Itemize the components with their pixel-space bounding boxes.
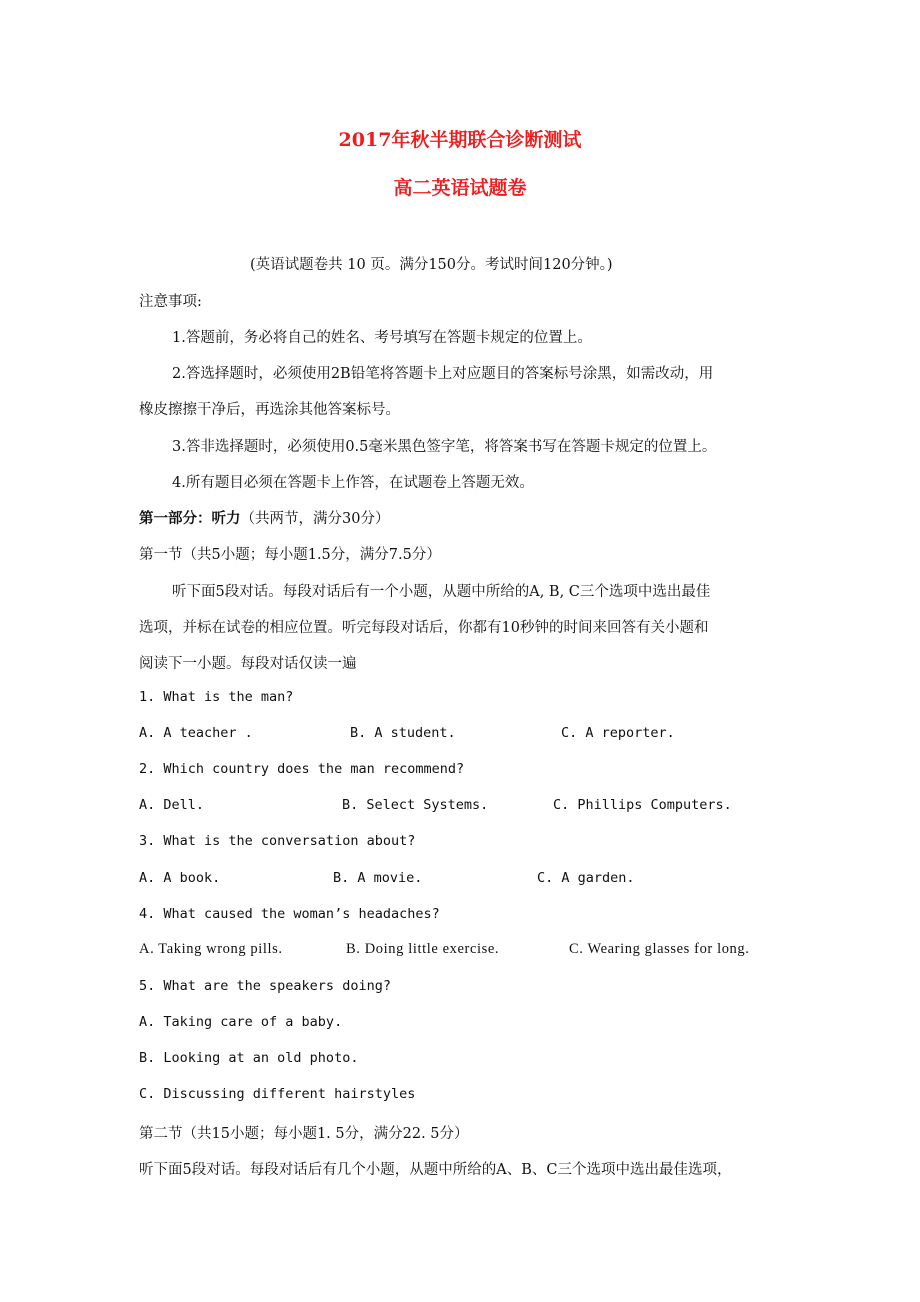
question-5: 5. What are the speakers doing? xyxy=(139,978,391,994)
part1-heading-bold: 第一部分：听力 xyxy=(139,510,241,527)
question-4: 4. What caused the woman’s headaches? xyxy=(139,906,440,922)
question-2-option-c: C. Phillips Computers. xyxy=(553,797,732,813)
notice-item-2-cont: 橡皮擦擦干净后，再选涂其他答案标号。 xyxy=(139,402,400,418)
part1-heading-rest: （共两节，满分30分） xyxy=(240,511,390,527)
question-4-option-b: B. Doing little exercise. xyxy=(346,941,500,957)
section1-instruction-1: 听下面5段对话。每段对话后有一个小题，从题中所给的A, B, C三个选项中选出最佳 xyxy=(172,584,711,600)
question-4-option-a: A. Taking wrong pills. xyxy=(139,941,283,957)
notice-heading: 注意事项: xyxy=(139,294,202,310)
question-2: 2. Which country does the man recommend? xyxy=(139,761,465,777)
question-5-option-c: C. Discussing different hairstyles xyxy=(139,1086,416,1102)
section2-instruction-1: 听下面5段对话。每段对话后有几个小题，从题中所给的A、B、C三个选项中选出最佳选项， xyxy=(139,1162,732,1178)
question-3-option-a: A. A book. xyxy=(139,870,221,886)
question-4-option-c: C. Wearing glasses for long. xyxy=(569,941,750,957)
question-3-option-b: B. A movie. xyxy=(333,870,423,886)
notice-item-4: 4.所有题目必须在答题卡上作答，在试题卷上答题无效。 xyxy=(172,475,534,491)
section1-heading: 第一节（共5小题；每小题1.5分，满分7.5分） xyxy=(139,547,441,563)
part1-heading xyxy=(139,507,389,528)
question-2-option-b: B. Select Systems. xyxy=(342,797,489,813)
question-5-option-b: B. Looking at an old photo. xyxy=(139,1050,359,1066)
section2-heading: 第二节（共15小题；每小题1. 5分，满分22. 5分） xyxy=(139,1126,469,1142)
question-5-option-a: A. Taking care of a baby. xyxy=(139,1014,343,1030)
section1-instruction-2: 选项，并标在试卷的相应位置。听完每段对话后，你都有10秒钟的时间来回答有关小题和 xyxy=(139,620,709,636)
question-2-option-a: A. Dell. xyxy=(139,797,205,813)
section1-instruction-3: 阅读下一小题。每段对话仅读一遍 xyxy=(139,656,357,672)
question-3: 3. What is the conversation about? xyxy=(139,833,416,849)
question-1-option-b: B. A student. xyxy=(350,725,456,741)
question-1-option-c: C. A reporter. xyxy=(561,725,675,741)
exam-subtitle: 高二英语试题卷 xyxy=(393,177,527,199)
question-1: 1. What is the man? xyxy=(139,689,294,705)
notice-item-1: 1.答题前，务必将自己的姓名、考号填写在答题卡规定的位置上。 xyxy=(172,330,592,346)
notice-item-3: 3.答非选择题时，必须使用0.5毫米黑色签字笔，将答案书写在答题卡规定的位置上。 xyxy=(172,439,717,455)
exam-info: (英语试题卷共 10 页。满分150分。考试时间120分钟。) xyxy=(250,257,613,273)
exam-title: 2017年秋半期联合诊断测试 xyxy=(338,129,582,151)
question-3-option-c: C. A garden. xyxy=(537,870,635,886)
notice-item-2: 2.答选择题时，必须使用2B铅笔将答题卡上对应题目的答案标号涂黑，如需改动，用 xyxy=(172,366,714,382)
question-1-option-a: A. A teacher . xyxy=(139,725,253,741)
